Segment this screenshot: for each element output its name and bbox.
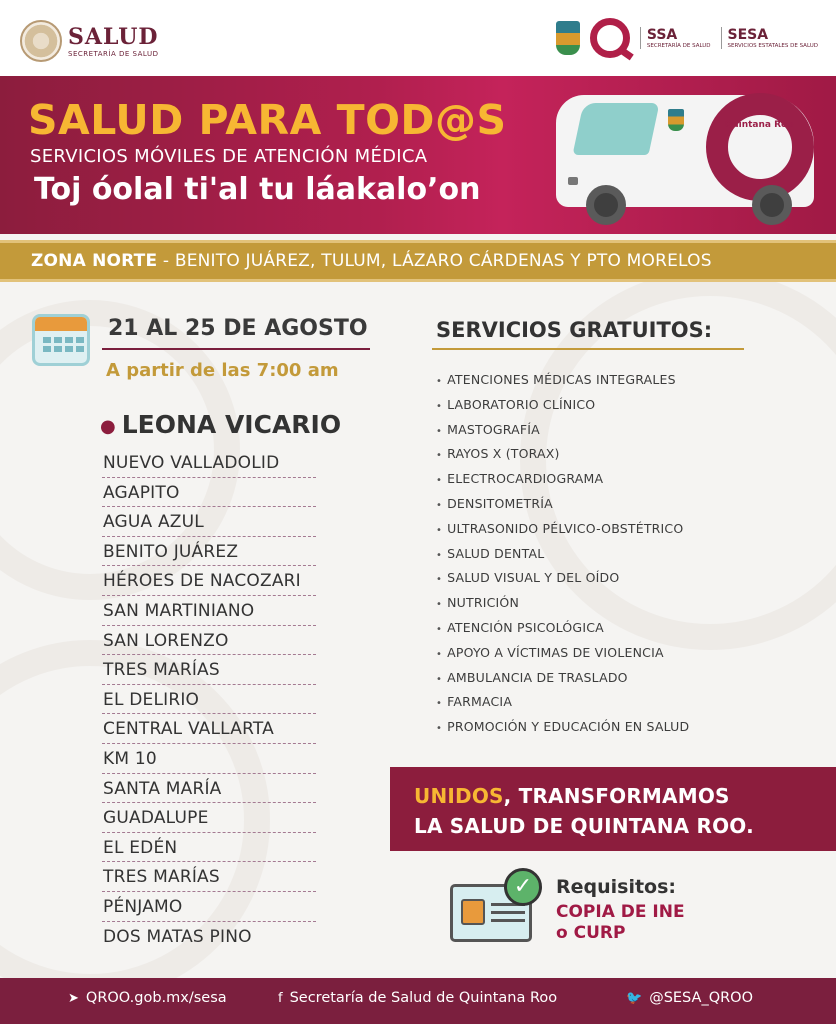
divider: [102, 348, 370, 350]
event-dates: 21 AL 25 DE AGOSTO: [108, 316, 368, 341]
wheel-icon: [586, 185, 626, 225]
zone-municipalities: - BENITO JUÁREZ, TULUM, LÁZARO CÁRDENAS Y PTO MORELOS: [157, 251, 712, 271]
checkmark-icon: ✓: [504, 868, 542, 906]
motto-line1: , TRANSFORMAMOS: [503, 784, 730, 808]
locality-item: SANTA MARÍA: [102, 774, 316, 804]
header: [0, 0, 836, 76]
service-item: • AMBULANCIA DE TRASLADO: [436, 666, 689, 691]
footer-facebook[interactable]: [278, 990, 557, 1006]
quintana-roo-shield-icon: [556, 21, 580, 55]
locality-item: NUEVO VALLADOLID: [102, 448, 316, 478]
service-item: • NUTRICIÓN: [436, 591, 689, 616]
locality-item: KM 10: [102, 744, 316, 774]
service-item: • DENSITOMETRÍA: [436, 492, 689, 517]
locality-item: HÉROES DE NACOZARI: [102, 566, 316, 596]
locality-item: SAN LORENZO: [102, 626, 316, 656]
facebook-icon: f: [278, 990, 283, 1006]
cursor-icon: ➤: [68, 990, 79, 1006]
van-window: [572, 103, 659, 155]
twitter-icon: 🐦: [626, 990, 643, 1006]
van-logo-label: Quintana Roo: [724, 120, 794, 130]
zone-strip: [0, 240, 836, 282]
banner-title: SALUD PARA TOD@S: [28, 96, 507, 144]
service-item: • PROMOCIÓN Y EDUCACIÓN EN SALUD: [436, 715, 689, 740]
calendar-icon: [32, 314, 90, 366]
quintana-roo-q-logo-icon: [706, 93, 814, 201]
banner-maya-text: Toj óolal ti'al tu láakalo’on: [34, 172, 481, 207]
service-item: • ATENCIÓN PSICOLÓGICA: [436, 616, 689, 641]
bullet-icon: ●: [100, 415, 116, 437]
locality-list: [102, 448, 316, 951]
requirements-docs: COPIA DE INE o CURP: [556, 902, 685, 943]
services-list: [436, 368, 689, 740]
locality-item: EL DELIRIO: [102, 685, 316, 715]
locality-item: TRES MARÍAS: [102, 655, 316, 685]
national-seal-icon: [20, 20, 62, 62]
requirements-title: Requisitos:: [556, 876, 677, 898]
service-item: • SALUD VISUAL Y DEL OÍDO: [436, 566, 689, 591]
locality-item: GUADALUPE: [102, 803, 316, 833]
wheel-icon: [752, 185, 792, 225]
mobile-clinic-van-illustration: [556, 95, 818, 225]
ssa-logo: SSA SECRETARÍA DE SALUD: [640, 27, 711, 49]
locality-item: EL EDÉN: [102, 833, 316, 863]
facebook-link[interactable]: Secretaría de Salud de Quintana Roo: [289, 990, 558, 1006]
motto-line2: LA SALUD DE QUINTANA ROO.: [414, 814, 754, 838]
service-item: • RAYOS X (TORAX): [436, 442, 689, 467]
quintana-roo-q-logo-icon: [590, 18, 630, 58]
salud-subtitle: SECRETARÍA DE SALUD: [68, 50, 159, 58]
footer: [0, 978, 836, 1024]
salud-logo: [20, 20, 159, 62]
service-item: • ELECTROCARDIOGRAMA: [436, 467, 689, 492]
sesa-logo: SESA SERVICIOS ESTATALES DE SALUD: [721, 27, 818, 49]
service-item: • MASTOGRAFÍA: [436, 418, 689, 443]
partner-logos: [556, 18, 818, 58]
banner-subtitle: SERVICIOS MÓVILES DE ATENCIÓN MÉDICA: [30, 146, 428, 167]
locality-item: AGAPITO: [102, 478, 316, 508]
service-item: • APOYO A VÍCTIMAS DE VIOLENCIA: [436, 641, 689, 666]
services-title: SERVICIOS GRATUITOS:: [436, 318, 713, 342]
locality-item: TRES MARÍAS: [102, 862, 316, 892]
locality-item: PÉNJAMO: [102, 892, 316, 922]
start-time: A partir de las 7:00 am: [106, 360, 339, 381]
quintana-roo-shield-icon: [668, 109, 684, 131]
footer-website[interactable]: [68, 990, 227, 1006]
motto-box: [390, 767, 836, 851]
service-item: • SALUD DENTAL: [436, 542, 689, 567]
divider: [432, 348, 744, 350]
service-item: • ATENCIONES MÉDICAS INTEGRALES: [436, 368, 689, 393]
locality-item: CENTRAL VALLARTA: [102, 714, 316, 744]
locality-item: DOS MATAS PINO: [103, 926, 252, 947]
footer-twitter[interactable]: [626, 990, 753, 1006]
salud-title: SALUD: [68, 24, 159, 50]
motto-highlight: UNIDOS: [414, 784, 504, 808]
locality-heading: ● LEONA VICARIO: [100, 410, 342, 439]
service-item: • LABORATORIO CLÍNICO: [436, 393, 689, 418]
service-item: • ULTRASONIDO PÉLVICO-OBSTÉTRICO: [436, 517, 689, 542]
locality-item: BENITO JUÁREZ: [102, 537, 316, 567]
website-link[interactable]: QROO.gob.mx/sesa: [85, 990, 227, 1006]
locality-item: SAN MARTINIANO: [102, 596, 316, 626]
locality-item: AGUA AZUL: [102, 507, 316, 537]
zone-label: ZONA NORTE: [31, 251, 158, 271]
service-item: • FARMACIA: [436, 690, 689, 715]
twitter-link[interactable]: @SESA_QROO: [649, 990, 754, 1006]
